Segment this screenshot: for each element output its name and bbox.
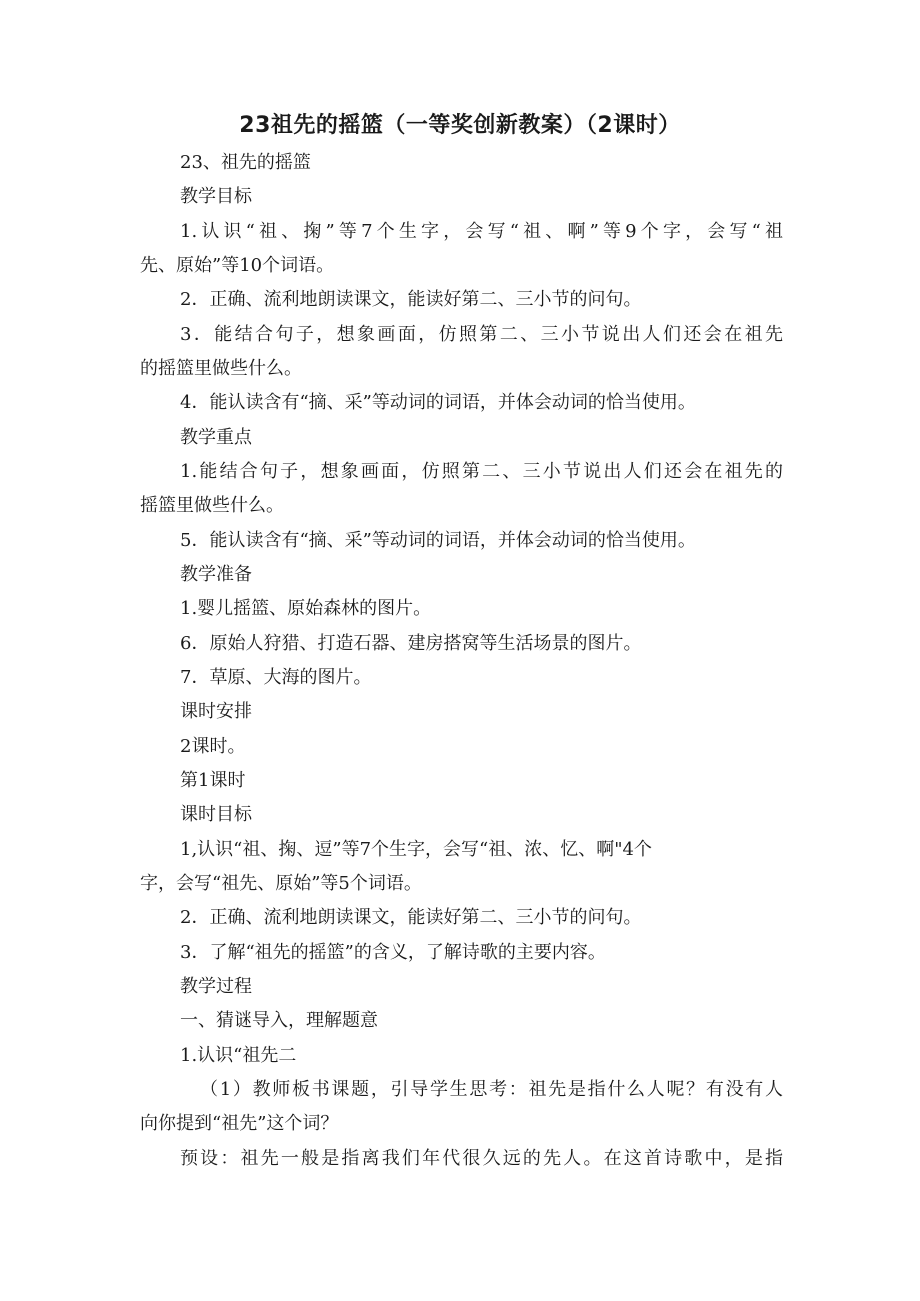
section-heading-lesson-goals: 课时目标	[180, 804, 252, 825]
paragraph-line: 3．能结合句子，想象画面，仿照第二、三小节说出人们还会在祖先	[180, 324, 783, 345]
paragraph-line: 预设：祖先一般是指离我们年代很久远的先人。在这首诗歌中，是指	[180, 1148, 783, 1169]
paragraph-line: 7．草原、大海的图片。	[180, 667, 372, 688]
subsection-heading: 一、猜谜导入，理解题意	[180, 1010, 378, 1031]
paragraph-line: 字，会写“祖先、原始”等5个词语。	[140, 873, 422, 894]
paragraph-line: 先、原始”等10个词语。	[140, 255, 335, 276]
paragraph-line: 1.认识“祖先二	[180, 1045, 297, 1066]
paragraph-line: 1.认识“祖、掬”等7个生字，会写“祖、啊”等9个字，会写“祖	[180, 221, 783, 242]
paragraph-line: 1.能结合句子，想象画面，仿照第二、三小节说出人们还会在祖先的	[180, 461, 783, 482]
section-heading-focus: 教学重点	[180, 427, 252, 448]
section-heading-prep: 教学准备	[180, 564, 252, 585]
paragraph-line: 2课时。	[180, 736, 246, 757]
section-heading-goals: 教学目标	[180, 186, 252, 207]
section-heading-process: 教学过程	[180, 976, 252, 997]
paragraph-line: 2．正确、流利地朗读课文，能读好第二、三小节的问句。	[180, 907, 642, 928]
paragraph-line: （1）教师板书课题，引导学生思考：祖先是指什么人呢？有没有人	[200, 1079, 783, 1100]
paragraph-line: 向你提到“祖先”这个词？	[140, 1113, 339, 1134]
paragraph-line: 摇篮里做些什么。	[140, 495, 284, 516]
paragraph-line: 的摇篮里做些什么。	[140, 358, 302, 379]
paragraph-line: 5．能认读含有“摘、采”等动词的词语，并体会动词的恰当使用。	[180, 530, 696, 551]
section-heading-lesson-1: 第1课时	[180, 770, 246, 791]
paragraph-line: 3．了解“祖先的摇篮”的含义，了解诗歌的主要内容。	[180, 942, 606, 963]
section-heading-schedule: 课时安排	[180, 701, 252, 722]
paragraph-line: 1,认识“祖、掬、逗”等7个生字，会写“祖、浓、忆、啊"4个	[180, 839, 652, 860]
paragraph-line: 1.婴儿摇篮、原始森林的图片。	[180, 598, 432, 619]
lesson-heading: 23、祖先的摇篮	[180, 152, 311, 173]
paragraph-line: 2．正确、流利地朗读课文，能读好第二、三小节的问句。	[180, 289, 642, 310]
paragraph-line: 4．能认读含有“摘、采”等动词的词语，并体会动词的恰当使用。	[180, 392, 696, 413]
document-title: 23祖先的摇篮（一等奖创新教案）（2课时）	[239, 113, 681, 138]
paragraph-line: 6．原始人狩猎、打造石器、建房搭窝等生活场景的图片。	[180, 633, 642, 654]
